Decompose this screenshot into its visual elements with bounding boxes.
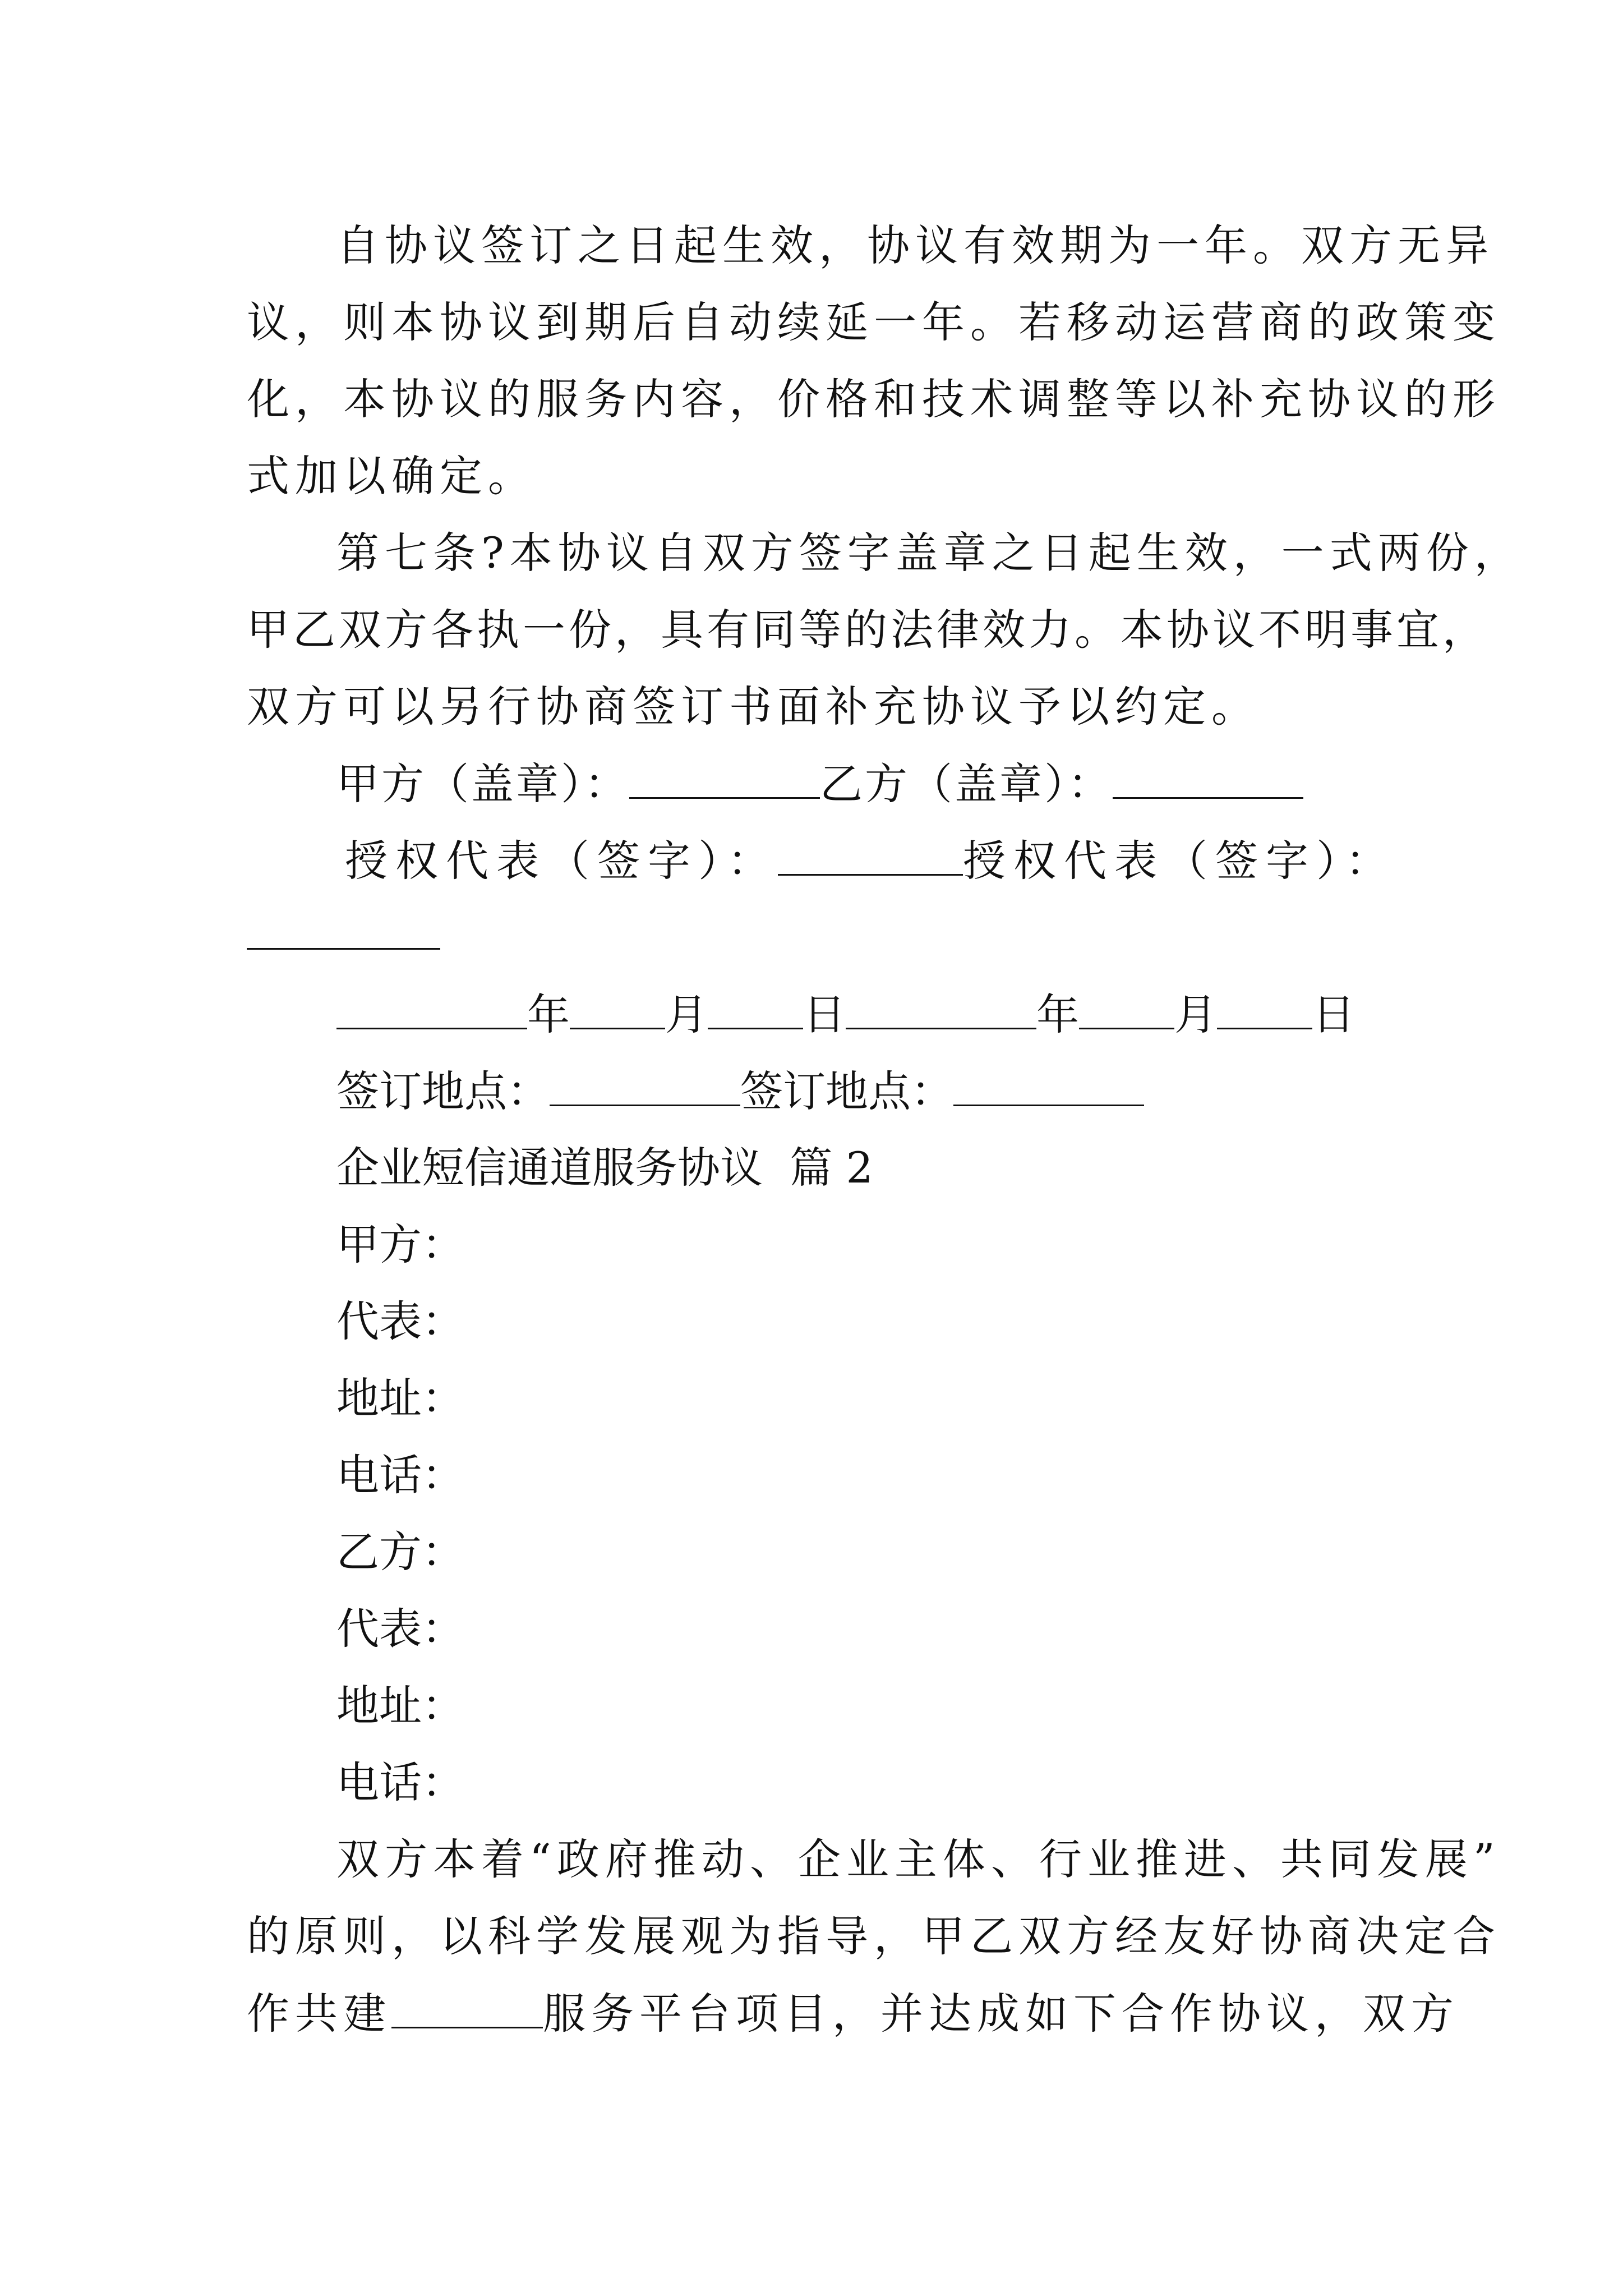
auth-rep-line: [345, 836, 1396, 886]
field-phone-b: 电话：: [336, 1757, 464, 1807]
party-a-seal-blank: [629, 762, 820, 799]
field-rep-b: 代表：: [336, 1604, 464, 1654]
date-a-year-blank: [336, 993, 527, 1029]
date-b-day-blank: [1217, 993, 1312, 1029]
section-heading: 企业短信通道服务协议 篇 2: [336, 1143, 873, 1193]
article7-line-2: 甲乙双方各执一份，具有同等的法律效力。本协议不明事宜，: [247, 605, 1488, 655]
field-address-a: 地址：: [336, 1373, 464, 1423]
para1-line-4: 式加以确定。: [247, 451, 536, 501]
sign-place-b-label: 签订地点：: [740, 1066, 953, 1116]
date-b-month: 月: [1174, 990, 1217, 1039]
seal-line: [336, 759, 1303, 809]
date-a-day: 日: [803, 990, 846, 1039]
sign-place-a-label: 签订地点：: [336, 1066, 550, 1116]
auth-rep-b-label: 授权代表（签字）：: [963, 836, 1396, 886]
field-rep-a: 代表：: [336, 1296, 464, 1346]
final-para-post: 服务平台项目，并达成如下合作协议，双方: [543, 1989, 1459, 2039]
date-a-year: 年: [527, 990, 570, 1039]
article7-line-1: 第七条?本协议自双方签字盖章之日起生效，一式两份，: [336, 528, 1523, 578]
field-phone-a: 电话：: [336, 1450, 464, 1500]
sign-place-a-blank: [550, 1070, 740, 1106]
party-a-seal-label: 甲方（盖章）：: [336, 759, 629, 809]
para1-line-1: 自协议签订之日起生效，协议有效期为一年。双方无异: [336, 220, 1494, 270]
sign-place-line: [336, 1066, 1144, 1116]
party-b-seal-blank: [1113, 762, 1303, 799]
field-party-a: 甲方：: [336, 1220, 464, 1269]
article7-line-3: 双方可以另行协商签订书面补充协议予以约定。: [247, 682, 1260, 731]
date-b-year-blank: [846, 993, 1036, 1029]
date-b-year: 年: [1036, 990, 1079, 1039]
date-line: [336, 990, 1355, 1039]
date-b-day: 日: [1312, 990, 1355, 1039]
date-a-month-blank: [570, 993, 665, 1029]
field-address-b: 地址：: [336, 1681, 464, 1731]
party-b-seal-label: 乙方（盖章）：: [820, 759, 1113, 809]
auth-rep-b-blank: [247, 948, 440, 950]
date-a-day-blank: [708, 993, 803, 1029]
para1-line-2: 议，则本协议到期后自动续延一年。若移动运营商的政策变: [247, 297, 1501, 347]
final-para-line-3: [247, 1989, 1459, 2039]
auth-rep-a-label: 授权代表（签字）：: [345, 836, 778, 886]
sign-place-b-blank: [953, 1070, 1144, 1106]
final-para-pre: 作共建: [247, 1989, 391, 2039]
date-a-month: 月: [665, 990, 708, 1039]
final-para-line-2: 的原则，以科学发展观为指导，甲乙双方经友好协商决定合: [247, 1911, 1501, 1961]
auth-rep-a-blank: [778, 839, 963, 876]
final-para-line-1: 双方本着“政府推动、企业主体、行业推进、共同发展”: [336, 1834, 1501, 1884]
field-party-b: 乙方：: [336, 1527, 464, 1577]
para1-line-3: 化，本协议的服务内容，价格和技术调整等以补充协议的形: [247, 374, 1501, 424]
date-b-month-blank: [1079, 993, 1174, 1029]
project-name-blank: [391, 1992, 543, 2028]
